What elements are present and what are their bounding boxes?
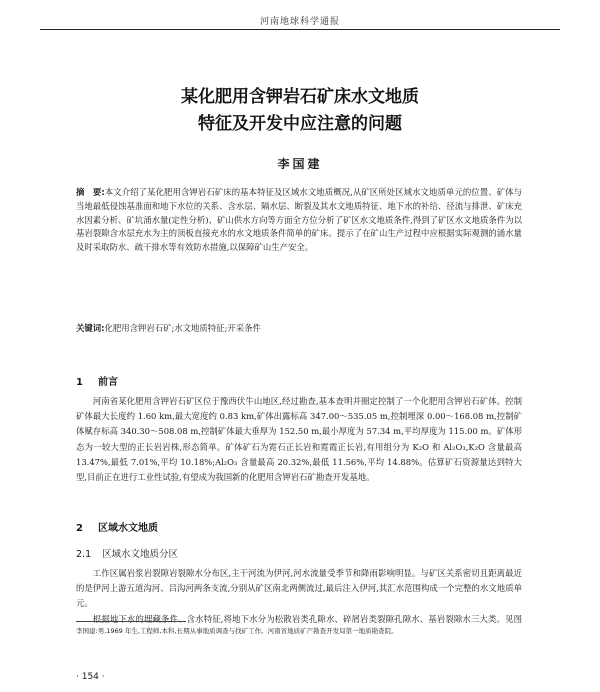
footnote-rule (76, 621, 186, 622)
section-2-number: 2 (76, 523, 83, 534)
author-footnote: 李国建:男,1969 年生,工程师,本科,长期从事地质调查与找矿工作。河南省地质矿产勘查开发局第一地质勘查院。 (76, 627, 398, 635)
section-2-title: 区域水文地质 (98, 523, 158, 534)
subsection-2-1-number: 2.1 (76, 549, 92, 560)
abstract (76, 186, 522, 255)
keywords (76, 322, 522, 335)
title-line-2: 特征及开发中应注意的问题 (198, 114, 402, 134)
subsection-2-1-paragraph-2: 根据地下水的埋藏条件、含水特征,将地下水分为松散岩类孔隙水、碎屑岩类裂隙孔隙水、基岩裂隙水三大类。见图 (92, 614, 522, 624)
section-1-heading (76, 373, 118, 388)
section-2-heading (76, 519, 158, 534)
keywords-label: 关键词: (76, 323, 105, 333)
title-line-1: 某化肥用含钾岩石矿床水文地质 (181, 87, 419, 107)
page-number: · 154 · (76, 672, 105, 682)
abstract-label: 摘 要: (76, 187, 105, 197)
keywords-text: 化肥用含钾岩石矿;水文地质特征;开采条件 (104, 323, 261, 333)
abstract-text: 本文介绍了某化肥用含钾岩石矿床的基本特征及区域水文地质概况,从矿区所处区域水文地质单元的位置、矿体与当地最低侵蚀基准面和地下水位的关系、含水层、隔水层、断裂及其水文地质特征、地下水的补给、径流与排泄、矿床充水因素分析、矿坑涌水量(定性分析)、矿山供水方向等方面全方位分析了矿区水文地质条件,得到了矿区水文地质条件为以基岩裂隙含水层充水为主的顶板直接充水的水文地质条件简单的矿床。提示了在矿山生产过程中应根据实际观测的涌水量及时采取防水、疏干排水等有效防水措施,以保障矿山生产安全。 (76, 187, 522, 253)
journal-header: 河南地球科学通报 (259, 17, 340, 27)
section-1-paragraph: 河南省某化肥用含钾岩石矿区位于豫西伏牛山地区,经过勘查,基本查明并圈定控制了一个化肥用含钾岩石矿体。控制矿体最大长度约 1.60 km,最大宽度约 0.83 km,矿体出露标高 347.00～535.05 m,控制埋深 0.00～168.08 m,控制矿体赋存标高 340.30～508.08 m,控制矿体最大垂厚为 152.50 m,最小厚度为 57.34 m,平均厚度为 115.00 m。矿体形态为一较大型的正长岩岩株,形态简单。矿体矿石为霓石正长岩和霓霞正长岩,有用组分为 K₂O 和 Al₂O₃,K₂O 含量最高 13.47%,最低 7.01%,平均 10.18%;Al₂O₃ 含量最高 20.32%,最低 11.56%,平均 14.88%。估算矿石资源量达到特大型,目前正在进行工业性试验,有望成为我国新的化肥用含钾岩石矿勘查开发基地。 (76, 396, 522, 483)
header-rule (40, 29, 560, 30)
section-1-title: 前言 (98, 377, 118, 388)
paper-title (60, 84, 540, 138)
subsection-2-1-title: 区域水文地质分区 (102, 549, 179, 560)
subsection-2-1-paragraph-1: 工作区属岩浆岩裂隙岩裂隙水分布区,主干河流为伊河,河水流量受季节和降雨影响明显。与矿区关系密切且距离最近的是伊河上游五道沟河、吕沟河两条支流,分别从矿区南北两侧流过,最后注入伊河,其汇水范围构成一个完整的水文地质单元。 (76, 568, 522, 609)
subsection-2-1-heading (76, 546, 178, 560)
author-name: 李国建 (277, 157, 323, 171)
section-1-number: 1 (76, 377, 83, 388)
